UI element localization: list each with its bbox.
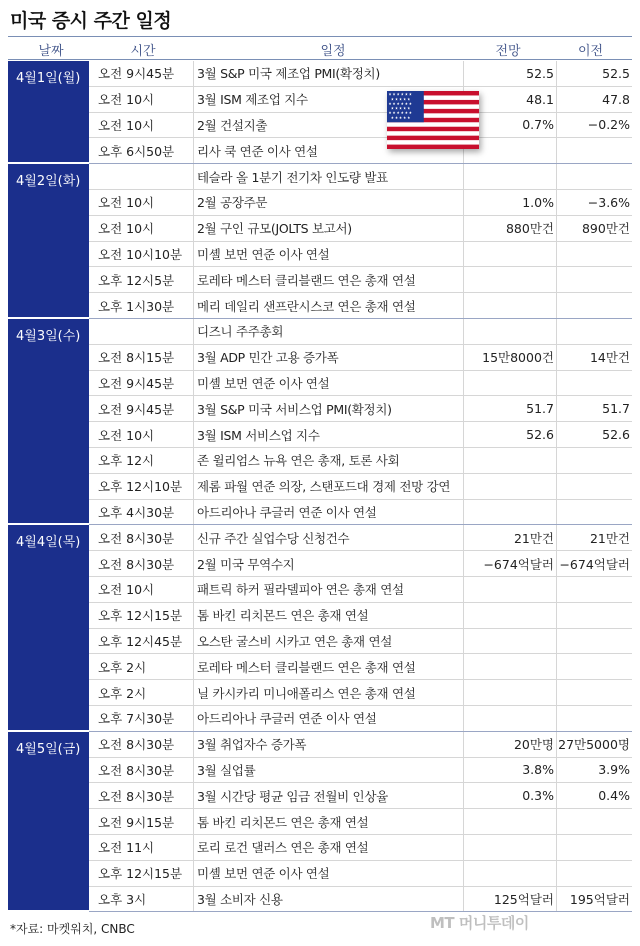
- table-row: [89, 474, 632, 500]
- forecast-cell: 20만명: [513, 737, 554, 753]
- column-divider: [463, 577, 464, 602]
- table-row: [89, 758, 632, 784]
- column-divider: [556, 138, 557, 163]
- time-cell: 오후 1시30분: [98, 298, 175, 314]
- event-cell: 톰 바킨 리치몬드 연은 총재 연설: [197, 814, 369, 830]
- column-divider: [193, 500, 194, 525]
- event-cell: 로레타 메스터 클리블랜드 연은 총재 연설: [197, 272, 416, 288]
- day-block: [8, 164, 632, 319]
- table-row: [89, 190, 632, 216]
- column-divider: [193, 861, 194, 886]
- column-divider: [193, 680, 194, 705]
- forecast-cell: 880만건: [505, 221, 554, 237]
- time-cell: 오후 2시: [98, 685, 147, 701]
- column-divider: [463, 422, 464, 447]
- column-divider: [463, 758, 464, 783]
- date-cell: 4월5일(금): [8, 732, 89, 913]
- time-cell: 오전 9시15분: [98, 814, 175, 830]
- time-cell: 오후 6시50분: [98, 143, 175, 159]
- header-event: 일정: [320, 44, 346, 59]
- column-divider: [556, 396, 557, 421]
- table-row: [89, 654, 632, 680]
- column-divider: [556, 242, 557, 267]
- column-divider: [193, 577, 194, 602]
- column-divider: [556, 887, 557, 912]
- column-divider: [463, 164, 464, 189]
- table-row: [89, 267, 632, 293]
- event-cell: 미셸 보먼 연준 이사 연설: [197, 246, 330, 262]
- column-divider: [193, 525, 194, 550]
- event-cell: 2월 공장주문: [197, 195, 268, 211]
- time-cell: 오후 12시15분: [98, 866, 183, 882]
- table-row: [89, 396, 632, 422]
- forecast-cell: 0.7%: [522, 117, 554, 133]
- time-cell: 오전 8시30분: [98, 762, 175, 778]
- column-divider: [193, 61, 194, 86]
- column-divider: [193, 319, 194, 344]
- column-divider: [193, 422, 194, 447]
- column-divider: [193, 551, 194, 576]
- time-cell: 오전 10시: [98, 427, 155, 443]
- table-row: [89, 680, 632, 706]
- column-divider: [193, 448, 194, 473]
- column-divider: [193, 809, 194, 834]
- column-divider: [193, 835, 194, 860]
- forecast-cell: 21만건: [513, 530, 554, 546]
- previous-cell: 47.8: [602, 91, 630, 107]
- column-divider: [463, 474, 464, 499]
- column-divider: [556, 113, 557, 138]
- column-divider: [463, 61, 464, 86]
- column-divider: [556, 680, 557, 705]
- time-cell: 오전 10시: [98, 582, 155, 598]
- column-divider: [556, 758, 557, 783]
- table-row: [89, 551, 632, 577]
- column-divider: [556, 732, 557, 757]
- table-row: [89, 422, 632, 448]
- event-cell: 메리 데일리 샌프란시스코 연은 총재 연설: [197, 298, 416, 314]
- previous-cell: 3.9%: [598, 762, 630, 778]
- time-cell: 오전 9시45분: [98, 375, 175, 391]
- event-cell: 미셸 보먼 연준 이사 연설: [197, 866, 330, 882]
- previous-cell: 27만5000명: [558, 737, 630, 753]
- event-cell: 디즈니 주주총회: [197, 324, 284, 340]
- column-divider: [193, 293, 194, 318]
- table-row: [89, 629, 632, 655]
- column-divider: [463, 680, 464, 705]
- column-divider: [463, 551, 464, 576]
- time-cell: 오전 8시30분: [98, 737, 175, 753]
- column-divider: [463, 861, 464, 886]
- previous-cell: 195억달러: [569, 891, 630, 907]
- column-divider: [556, 551, 557, 576]
- column-divider: [463, 190, 464, 215]
- event-cell: 3월 ADP 민간 고용 증가폭: [197, 350, 339, 366]
- time-cell: 오후 12시15분: [98, 608, 183, 624]
- column-divider: [556, 603, 557, 628]
- time-cell: 오전 9시45분: [98, 66, 175, 82]
- us-flag-icon: [387, 91, 479, 149]
- header-forecast: 전망: [495, 44, 521, 59]
- table-header: [8, 36, 632, 60]
- column-divider: [556, 87, 557, 112]
- column-divider: [556, 293, 557, 318]
- column-divider: [463, 603, 464, 628]
- column-divider: [556, 61, 557, 86]
- column-divider: [463, 345, 464, 370]
- column-divider: [193, 267, 194, 292]
- table-row: [89, 293, 632, 319]
- column-divider: [193, 138, 194, 163]
- time-cell: 오전 8시30분: [98, 530, 175, 546]
- day-block: [8, 525, 632, 731]
- event-cell: 로레타 메스터 클리블랜드 연은 총재 연설: [197, 659, 416, 675]
- day-block: [8, 319, 632, 525]
- column-divider: [463, 629, 464, 654]
- column-divider: [193, 706, 194, 731]
- previous-cell: 51.7: [602, 401, 630, 417]
- column-divider: [463, 396, 464, 421]
- event-cell: 제롬 파월 연준 의장, 스탠포드대 경제 전망 강연: [197, 479, 451, 495]
- column-divider: [556, 577, 557, 602]
- time-cell: 오후 12시: [98, 453, 155, 469]
- svg-text:★ ★ ★ ★ ★: ★ ★ ★ ★ ★: [390, 115, 411, 120]
- column-divider: [556, 216, 557, 241]
- time-cell: 오후 12시45분: [98, 633, 183, 649]
- table-row: [89, 525, 632, 551]
- column-divider: [193, 654, 194, 679]
- forecast-cell: 0.3%: [522, 788, 554, 804]
- time-cell: 오전 8시30분: [98, 556, 175, 572]
- column-divider: [556, 783, 557, 808]
- column-divider: [193, 629, 194, 654]
- event-cell: 톰 바킨 리치몬드 연은 총재 연설: [197, 608, 369, 624]
- column-divider: [193, 242, 194, 267]
- time-cell: 오전 10시: [98, 195, 155, 211]
- time-cell: 오전 10시: [98, 117, 155, 133]
- column-divider: [193, 371, 194, 396]
- column-divider: [556, 319, 557, 344]
- svg-text:★ ★ ★ ★ ★: ★ ★ ★ ★ ★: [390, 106, 411, 111]
- previous-cell: 0.4%: [598, 788, 630, 804]
- table-row: [89, 110, 632, 139]
- date-cell: 4월1일(월): [8, 61, 89, 164]
- table-row: [89, 61, 632, 87]
- table-row: [89, 216, 632, 242]
- time-cell: 오전 8시30분: [98, 788, 175, 804]
- day-block: [8, 61, 632, 164]
- time-cell: 오후 2시: [98, 659, 147, 675]
- table-row: [89, 448, 632, 474]
- time-cell: 오전 10시: [98, 221, 155, 237]
- column-divider: [556, 422, 557, 447]
- event-cell: 2월 미국 무역수지: [197, 556, 295, 572]
- column-divider: [556, 474, 557, 499]
- table-row: [89, 835, 632, 861]
- table-row: [89, 371, 632, 397]
- time-cell: 오전 8시15분: [98, 350, 175, 366]
- event-cell: 3월 ISM 제조업 지수: [197, 92, 308, 108]
- table-row: [89, 577, 632, 603]
- column-divider: [463, 216, 464, 241]
- publisher-logo: MT 머니투데이: [430, 914, 529, 932]
- table-row: [89, 138, 632, 164]
- day-block: [8, 732, 632, 913]
- table-row: [89, 861, 632, 887]
- event-cell: 2월 건설지출: [197, 117, 268, 133]
- event-cell: 신규 주간 실업수당 신청건수: [197, 530, 350, 546]
- event-cell: 3월 실업률: [197, 762, 256, 778]
- column-divider: [556, 190, 557, 215]
- table-row: [89, 887, 632, 913]
- column-divider: [463, 809, 464, 834]
- column-divider: [556, 448, 557, 473]
- time-cell: 오후 4시30분: [98, 504, 175, 520]
- table-row: [89, 809, 632, 835]
- schedule-table: [8, 61, 632, 912]
- table-row: [89, 164, 632, 190]
- forecast-cell: 125억달러: [493, 891, 554, 907]
- table-row: [89, 345, 632, 371]
- forecast-cell: 15만8000건: [482, 350, 554, 366]
- forecast-cell: −674억달러: [483, 556, 554, 572]
- header-time: 시간: [130, 44, 156, 59]
- time-cell: 오전 11시: [98, 840, 155, 856]
- column-divider: [556, 500, 557, 525]
- column-divider: [463, 448, 464, 473]
- column-divider: [463, 500, 464, 525]
- event-cell: 아드리아나 쿠글러 연준 이사 연설: [197, 711, 377, 727]
- previous-cell: 890만건: [581, 221, 630, 237]
- previous-cell: 52.6: [602, 427, 630, 443]
- table-row: [89, 783, 632, 809]
- header-date: 날짜: [38, 44, 64, 59]
- column-divider: [463, 835, 464, 860]
- previous-cell: 14만건: [589, 350, 630, 366]
- column-divider: [463, 654, 464, 679]
- time-cell: 오후 12시5분: [98, 272, 175, 288]
- column-divider: [193, 887, 194, 912]
- column-divider: [193, 603, 194, 628]
- event-cell: 아드리아나 쿠글러 연준 이사 연설: [197, 504, 377, 520]
- column-divider: [556, 267, 557, 292]
- previous-cell: −3.6%: [587, 194, 630, 210]
- column-divider: [463, 783, 464, 808]
- time-cell: 오전 9시45분: [98, 401, 175, 417]
- column-divider: [463, 525, 464, 550]
- header-previous: 이전: [577, 44, 604, 59]
- column-divider: [193, 190, 194, 215]
- time-cell: 오후 3시: [98, 891, 147, 907]
- column-divider: [556, 835, 557, 860]
- event-cell: 미셸 보먼 연준 이사 연설: [197, 375, 330, 391]
- table-row: [89, 500, 632, 526]
- table-row: [89, 603, 632, 629]
- event-cell: 3월 취업자수 증가폭: [197, 737, 307, 753]
- column-divider: [193, 87, 194, 112]
- event-cell: 패트릭 하커 필라델피아 연은 총재 연설: [197, 582, 404, 598]
- forecast-cell: 1.0%: [522, 194, 554, 210]
- column-divider: [463, 887, 464, 912]
- date-cell: 4월2일(화): [8, 164, 89, 319]
- column-divider: [193, 216, 194, 241]
- svg-text:★ ★ ★ ★ ★ ★: ★ ★ ★ ★ ★ ★: [388, 92, 412, 97]
- forecast-cell: 51.7: [526, 401, 554, 417]
- event-cell: 닐 카시카리 미니애폴리스 연은 총재 연설: [197, 685, 416, 701]
- event-cell: 테슬라 올 1분기 전기차 인도량 발표: [197, 169, 388, 185]
- column-divider: [463, 242, 464, 267]
- column-divider: [193, 396, 194, 421]
- column-divider: [463, 267, 464, 292]
- column-divider: [556, 629, 557, 654]
- time-cell: 오전 10시: [98, 92, 155, 108]
- page-title: 미국 증시 주간 일정: [10, 10, 172, 32]
- time-cell: 오후 7시30분: [98, 711, 175, 727]
- event-cell: 리사 쿡 연준 이사 연설: [197, 143, 318, 159]
- source-note: *자료: 마켓워치, CNBC: [10, 922, 135, 936]
- column-divider: [463, 706, 464, 731]
- event-cell: 3월 S&P 미국 제조업 PMI(확정치): [197, 66, 380, 82]
- column-divider: [193, 474, 194, 499]
- column-divider: [556, 809, 557, 834]
- column-divider: [556, 654, 557, 679]
- column-divider: [556, 706, 557, 731]
- column-divider: [193, 345, 194, 370]
- previous-cell: −0.2%: [587, 117, 630, 133]
- event-cell: 로리 로건 댈러스 연은 총재 연설: [197, 840, 369, 856]
- previous-cell: −674억달러: [559, 556, 630, 572]
- event-cell: 3월 소비자 신용: [197, 891, 283, 907]
- event-cell: 존 윌리엄스 뉴욕 연은 총재, 토론 사회: [197, 453, 400, 469]
- event-cell: 3월 시간당 평균 임금 전월비 인상율: [197, 788, 388, 804]
- event-cell: 3월 S&P 미국 서비스업 PMI(확정치): [197, 401, 392, 417]
- previous-cell: 52.5: [602, 65, 630, 81]
- table-row: [89, 242, 632, 268]
- column-divider: [193, 783, 194, 808]
- column-divider: [556, 345, 557, 370]
- forecast-cell: 48.1: [526, 91, 554, 107]
- forecast-cell: 52.6: [526, 427, 554, 443]
- column-divider: [463, 319, 464, 344]
- event-cell: 오스탄 굴스비 시카고 연은 총재 연설: [197, 633, 392, 649]
- column-divider: [556, 164, 557, 189]
- column-divider: [556, 525, 557, 550]
- forecast-cell: 3.8%: [522, 762, 554, 778]
- table-row: [89, 706, 632, 732]
- event-cell: 2월 구인 규모(JOLTS 보고서): [197, 221, 352, 237]
- column-divider: [463, 371, 464, 396]
- column-divider: [463, 732, 464, 757]
- column-divider: [556, 371, 557, 396]
- table-row: [89, 732, 632, 758]
- svg-text:★ ★ ★ ★ ★ ★: ★ ★ ★ ★ ★ ★: [388, 110, 412, 116]
- date-cell: 4월3일(수): [8, 319, 89, 525]
- event-cell: 3월 ISM 서비스업 지수: [197, 427, 320, 443]
- column-divider: [193, 732, 194, 757]
- column-divider: [193, 164, 194, 189]
- column-divider: [193, 758, 194, 783]
- column-divider: [193, 113, 194, 138]
- svg-text:★ ★ ★ ★ ★: ★ ★ ★ ★ ★: [390, 97, 411, 102]
- table-row: [89, 87, 632, 116]
- forecast-cell: 52.5: [526, 65, 554, 81]
- time-cell: 오전 10시10분: [98, 246, 183, 262]
- time-cell: 오후 12시10분: [98, 479, 183, 495]
- column-divider: [463, 293, 464, 318]
- svg-text:★ ★ ★ ★ ★ ★: ★ ★ ★ ★ ★ ★: [388, 101, 412, 107]
- date-cell: 4월4일(목): [8, 525, 89, 731]
- table-row: [89, 319, 632, 345]
- previous-cell: 21만건: [589, 530, 630, 546]
- column-divider: [556, 861, 557, 886]
